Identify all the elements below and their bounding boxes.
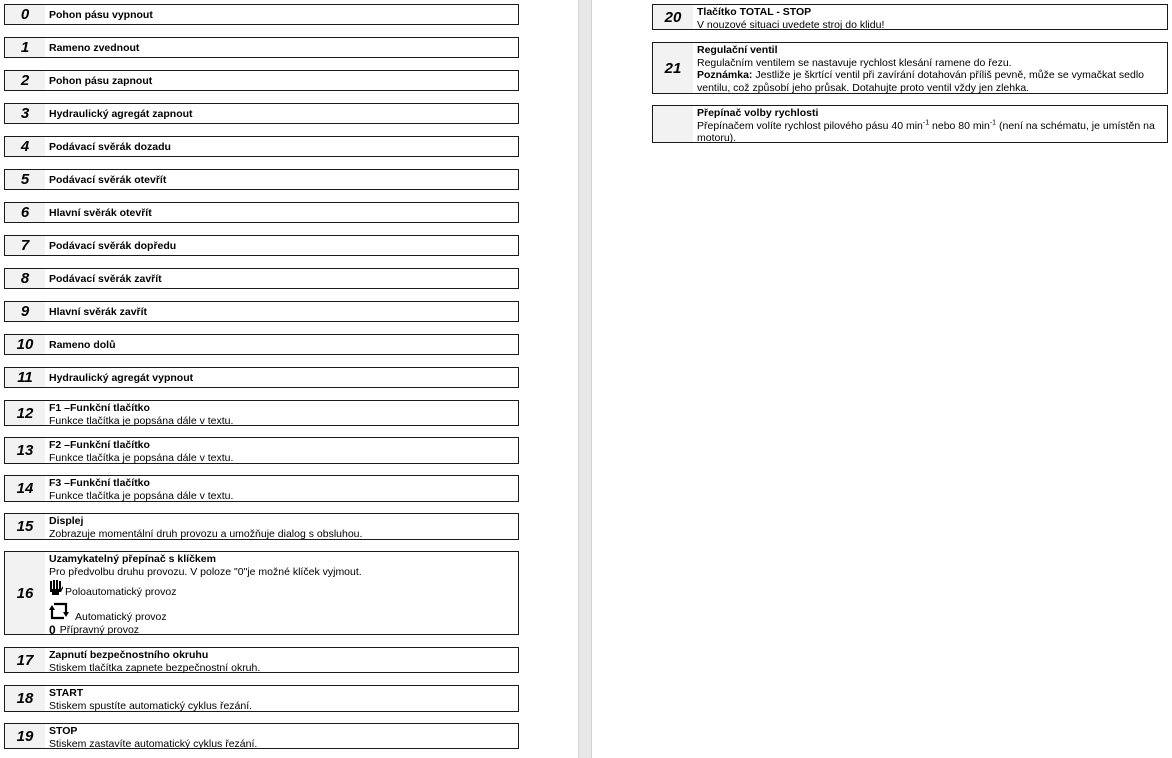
item-title: F1 –Funkční tlačítko <box>49 402 150 414</box>
desc-part: (není na schématu, je umístěn na motoru). <box>697 119 1155 144</box>
item-number: 8 <box>5 269 45 288</box>
item-title: Přepínač volby rychlosti <box>697 107 819 119</box>
item-title: F2 –Funkční tlačítko <box>49 439 150 451</box>
item-description: Stiskem tlačítka zapnete bezpečnostní okruh. <box>49 661 261 674</box>
item-title: START <box>49 687 84 699</box>
page-gutter <box>578 0 592 758</box>
item-description: Pro předvolbu druhu provozu. V poloze "0"je možné klíček vyjmout. <box>49 565 362 578</box>
item-description: Funkce tlačítka je popsána dále v textu. <box>49 414 234 427</box>
item-number: 17 <box>5 648 45 672</box>
item-8 <box>4 268 519 289</box>
item-speed-selector <box>652 105 1168 143</box>
item-description: V nouzové situaci uvedete stroj do klidu! <box>697 18 885 31</box>
item-title: Hydraulický agregát zapnout <box>49 107 193 120</box>
item-19 <box>4 723 519 749</box>
item-9 <box>4 301 519 322</box>
item-7 <box>4 235 519 256</box>
item-title: STOP <box>49 725 78 737</box>
zero-position-symbol: 0 <box>49 623 56 637</box>
mode-prep-label: Přípravný provoz <box>59 624 140 636</box>
item-number: 0 <box>5 5 45 24</box>
superscript: -1 <box>989 119 997 126</box>
mode-semi-label: Poloautomatický provoz <box>65 586 177 598</box>
item-1 <box>4 37 519 58</box>
item-number: 20 <box>653 5 693 29</box>
item-title: Displej <box>49 515 84 527</box>
mode-auto-label: Automatický provoz <box>75 610 167 623</box>
item-number: 14 <box>5 476 45 501</box>
item-title: Rameno dolů <box>49 338 116 351</box>
item-title: Zapnutí bezpečnostního okruhu <box>49 649 209 661</box>
item-0 <box>4 4 519 25</box>
item-18 <box>4 685 519 712</box>
item-title: Rameno zvednout <box>49 41 140 54</box>
item-17 <box>4 647 519 673</box>
mode-preparatory <box>49 624 514 637</box>
item-description: Stiskem zastavíte automatický cyklus řezání. <box>49 737 258 750</box>
note-label: Poznámka: <box>697 69 753 81</box>
desc-part: nebo 80 min <box>929 119 990 132</box>
superscript: -1 <box>922 119 930 126</box>
cycle-arrows-icon <box>49 602 69 624</box>
item-description: Zobrazuje momentální druh provozu a umožňuje dialog s obsluhou. <box>49 527 363 540</box>
note-text: Jestliže je škrtící ventil při zavírání dotahován příliš pevně, může se vymačkat sedlo ventilu, což způsobí jeho průsak. Dotahujte proto ventil vždy jen zlehka. <box>697 69 1145 94</box>
item-3 <box>4 103 519 124</box>
item-number: 2 <box>5 71 45 90</box>
item-14 <box>4 475 519 502</box>
item-4 <box>4 136 519 157</box>
item-number: 10 <box>5 335 45 354</box>
item-description <box>697 120 1163 145</box>
item-5 <box>4 169 519 190</box>
item-title: Podávací svěrák dopředu <box>49 239 177 252</box>
item-title: F3 –Funkční tlačítko <box>49 477 150 489</box>
item-16 <box>4 551 519 635</box>
item-10 <box>4 334 519 355</box>
item-number: 4 <box>5 137 45 156</box>
item-description: Funkce tlačítka je popsána dále v textu. <box>49 489 234 502</box>
item-number: 12 <box>5 401 45 425</box>
item-number: 6 <box>5 203 45 222</box>
item-title: Podávací svěrák zavřít <box>49 272 162 285</box>
desc-part: Přepínačem volíte rychlost pilového pásu 40 min <box>697 119 923 132</box>
item-title: Pohon pásu zapnout <box>49 74 153 87</box>
item-number: 15 <box>5 514 45 539</box>
item-number: 9 <box>5 302 45 321</box>
item-13 <box>4 437 519 464</box>
item-6 <box>4 202 519 223</box>
item-note <box>697 69 1163 94</box>
item-number: 19 <box>5 724 45 748</box>
item-number: 21 <box>653 43 693 93</box>
item-number: 7 <box>5 236 45 255</box>
right-page <box>592 0 1172 758</box>
item-title: Podávací svěrák dozadu <box>49 140 171 153</box>
item-number: 16 <box>5 552 45 634</box>
item-number <box>653 106 693 142</box>
item-21 <box>652 42 1168 94</box>
item-20 <box>652 4 1168 30</box>
mode-semi-automatic <box>49 580 514 599</box>
item-title: Hlavní svěrák otevřít <box>49 206 152 219</box>
item-2 <box>4 70 519 91</box>
mode-automatic <box>49 602 514 624</box>
item-description: Funkce tlačítka je popsána dále v textu. <box>49 451 234 464</box>
item-title: Hlavní svěrák zavřít <box>49 305 148 318</box>
item-title: Pohon pásu vypnout <box>49 8 153 21</box>
item-number: 3 <box>5 104 45 123</box>
item-number: 1 <box>5 38 45 57</box>
item-12 <box>4 400 519 426</box>
item-title: Regulační ventil <box>697 44 778 56</box>
item-15 <box>4 513 519 540</box>
item-number: 18 <box>5 686 45 711</box>
item-title: Podávací svěrák otevřít <box>49 173 167 186</box>
item-title: Hydraulický agregát vypnout <box>49 371 194 384</box>
item-number: 11 <box>5 368 45 387</box>
item-11 <box>4 367 519 388</box>
left-page <box>0 0 578 758</box>
item-number: 13 <box>5 438 45 463</box>
item-title: Tlačítko TOTAL - STOP <box>697 6 812 18</box>
item-description: Regulačním ventilem se nastavuje rychlost klesání ramene do řezu. <box>697 56 1012 69</box>
item-number: 5 <box>5 170 45 189</box>
item-title: Uzamykatelný přepínač s klíčkem <box>49 553 216 565</box>
hand-icon <box>49 580 63 599</box>
item-description: Stiskem spustíte automatický cyklus řezání. <box>49 699 253 712</box>
